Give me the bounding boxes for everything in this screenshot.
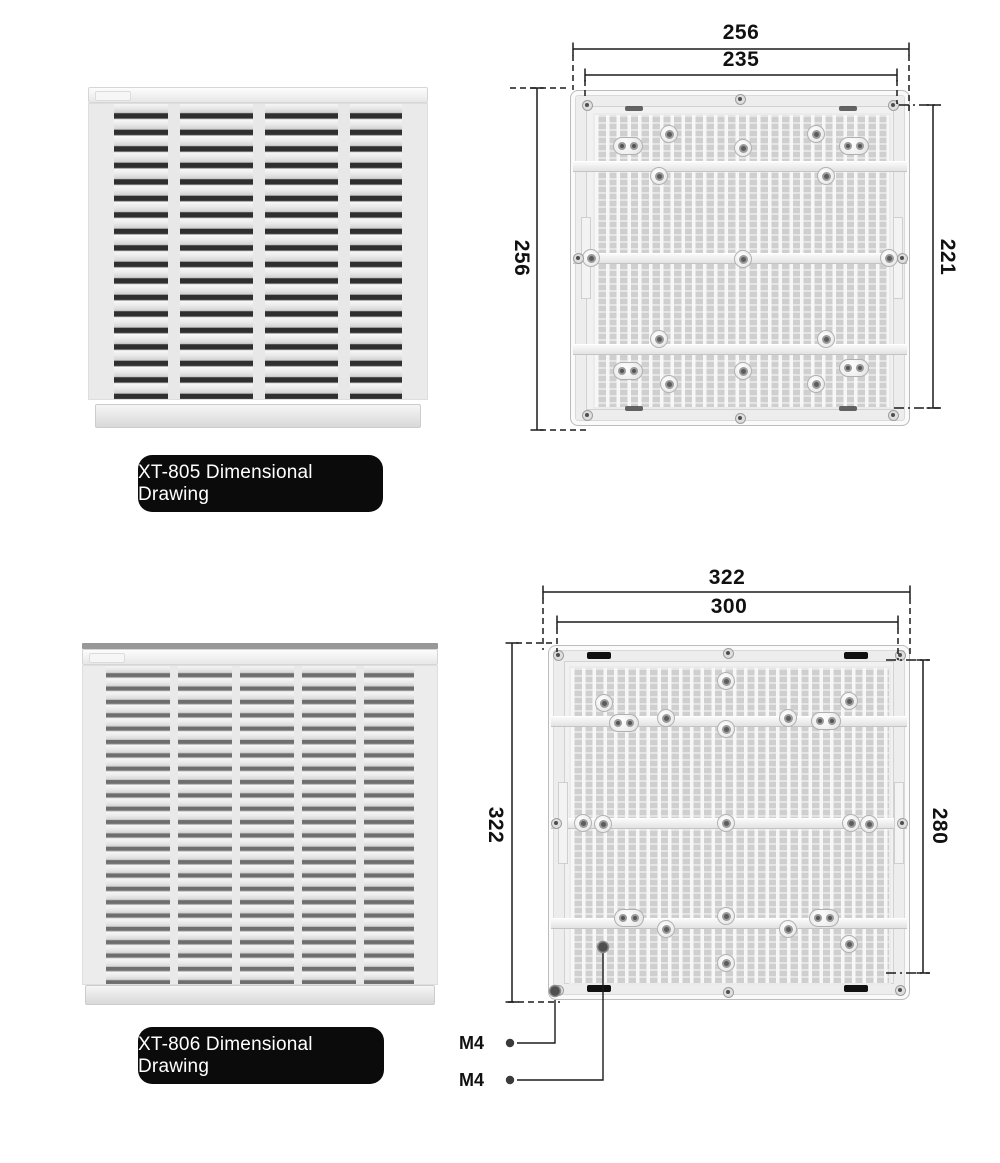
xt805-caption-plate: XT-805 Dimensional Drawing [138, 455, 383, 512]
xt806-hole-spacing-dim: 280 [928, 807, 951, 845]
xt806-outer-width-dim: 322 [708, 566, 746, 589]
xt805-height-dim: 256 [510, 239, 533, 277]
xt805-outer-width-dim: 256 [722, 21, 760, 44]
m4-screw-markers [506, 942, 609, 1085]
xt806-height-dim: 322 [484, 806, 507, 844]
xt806-caption-plate: XT-806 Dimensional Drawing [138, 1027, 384, 1084]
xt805-inner-width-dim: 235 [722, 48, 760, 71]
xt805-hole-spacing-dim: 221 [936, 238, 959, 276]
m4-thread-label-1: M4 [459, 1033, 485, 1053]
xt806-inner-width-dim: 300 [710, 595, 748, 618]
m4-thread-label-2: M4 [459, 1070, 485, 1090]
